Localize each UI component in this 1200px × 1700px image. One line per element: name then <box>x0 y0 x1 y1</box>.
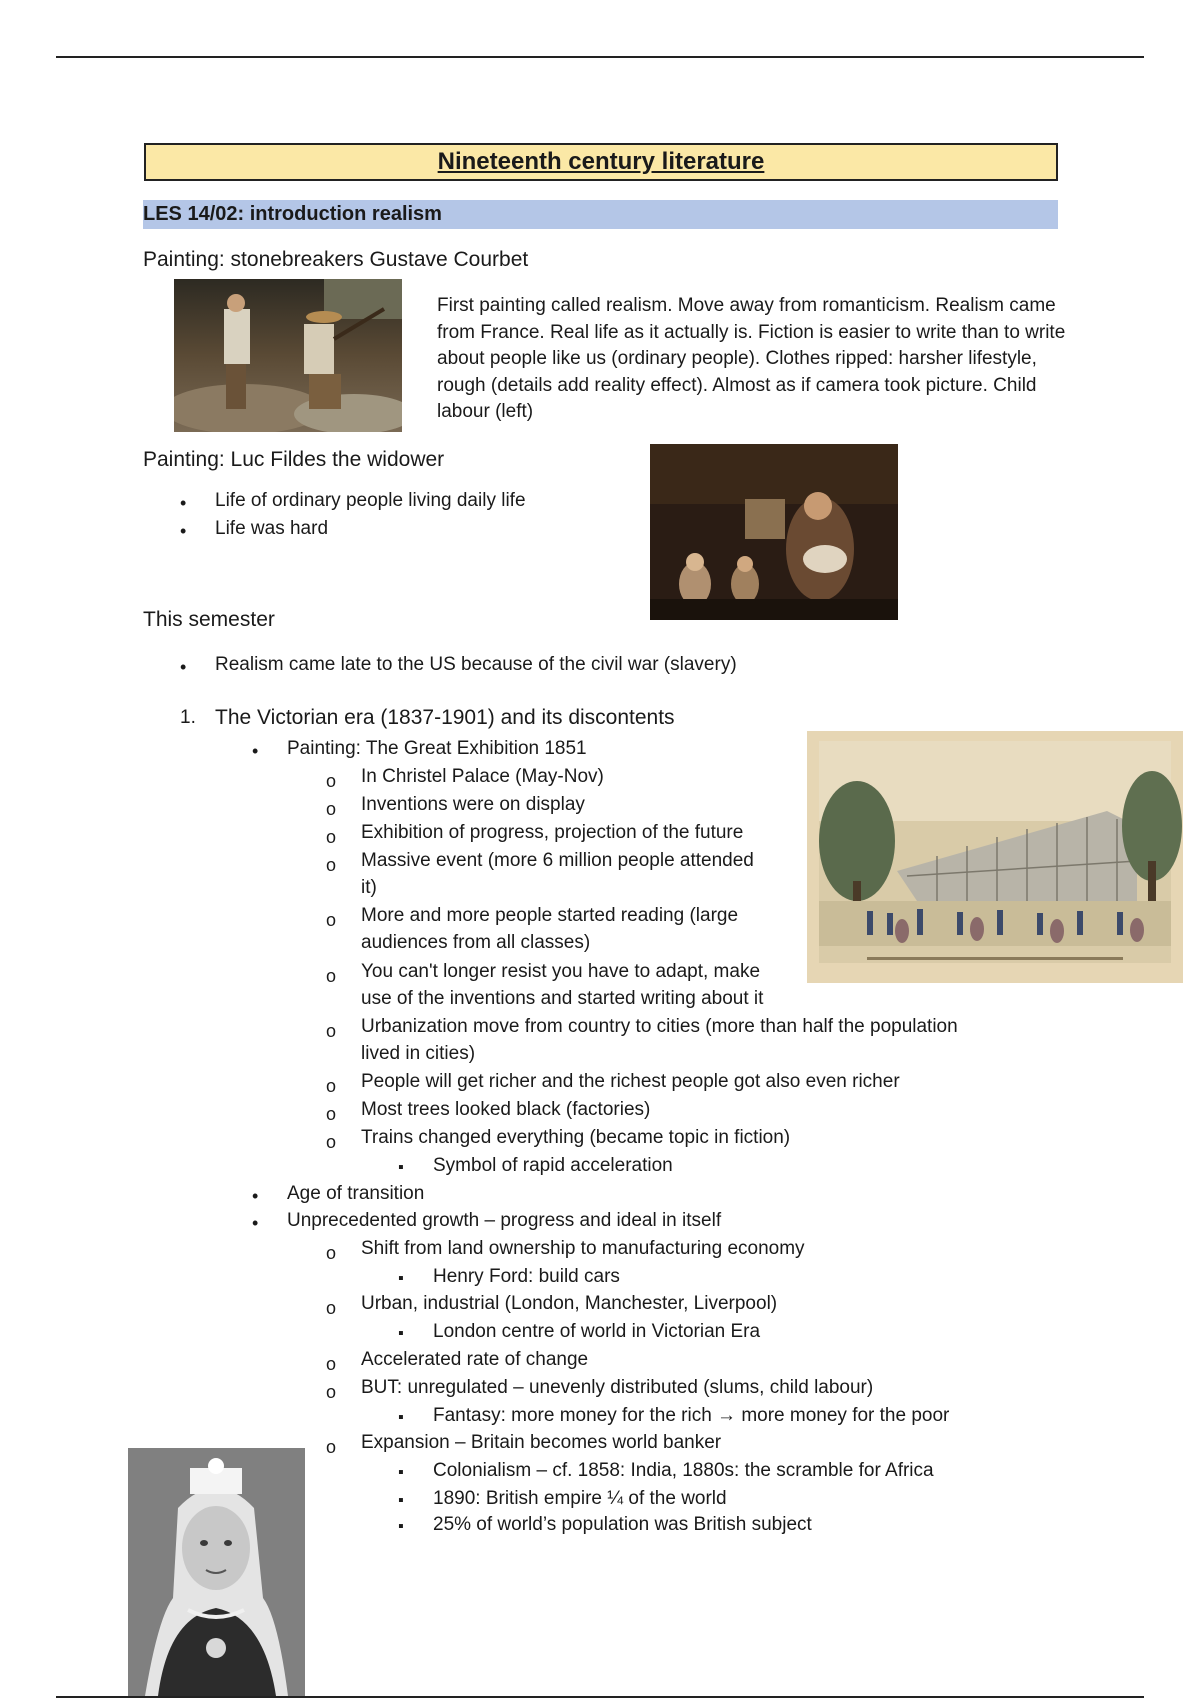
exhibition-item-6-cont: use of the inventions and started writing about it <box>361 988 764 1009</box>
exhibition-item-6: You can't longer resist you have to adapt, make <box>361 961 761 982</box>
bullet-square: ▪ <box>398 1518 404 1535</box>
widower-heading: Painting: Luc Fildes the widower <box>143 448 445 471</box>
growth-but: BUT: unregulated – unevenly distributed (slums, child labour) <box>361 1377 874 1398</box>
bullet-disc: • <box>180 521 187 541</box>
expansion-sub-3: 25% of world’s population was British subject <box>433 1514 812 1535</box>
exhibition-item-7: Urbanization move from country to cities (more than half the population <box>361 1016 958 1037</box>
expansion-sub-1: Colonialism – cf. 1858: India, 1880s: the scramble for Africa <box>433 1460 934 1481</box>
realism-paragraph: First painting called realism. Move away from romanticism. Realism came from France. Real life as it actually is. Fiction is easier to write than to write about people like us (ordinary people). Clothes ripped: harsher lifestyle, rough (details add reality effect). Almost as if camera took picture. Child labour (left) <box>437 295 1066 422</box>
bullet-circle: o <box>326 1298 337 1318</box>
bullet-square: ▪ <box>398 1270 404 1287</box>
bottom-rule <box>56 1696 1144 1698</box>
expansion-sub-2: 1890: British empire ¼ of the world <box>433 1488 727 1509</box>
queen-victoria-portrait <box>128 1448 305 1696</box>
growth-expansion: Expansion – Britain becomes world banker <box>361 1432 722 1453</box>
bullet-circle: o <box>326 855 337 875</box>
victorian-heading: The Victorian era (1837-1901) and its discontents <box>215 706 675 729</box>
exhibition-item-5: More and more people started reading (large <box>361 905 739 926</box>
bullet-circle: o <box>326 1021 337 1041</box>
list-number: 1. <box>180 707 196 728</box>
top-rule <box>56 56 1144 58</box>
bullet-square: ▪ <box>398 1159 404 1176</box>
bullet-circle: o <box>326 799 337 819</box>
bullet-square: ▪ <box>398 1464 404 1481</box>
bullet-circle: o <box>326 1437 337 1457</box>
exhibition-item-1: In Christel Palace (May-Nov) <box>361 766 604 787</box>
bullet-circle: o <box>326 1354 337 1374</box>
bullet-circle: o <box>326 1104 337 1124</box>
exhibition-item-3: Exhibition of progress, projection of the future <box>361 822 744 843</box>
bullet-circle: o <box>326 1382 337 1402</box>
widower-bullet-1: Life of ordinary people living daily life <box>215 490 526 511</box>
bullet-square: ▪ <box>398 1492 404 1509</box>
bullet-disc: • <box>252 1213 259 1233</box>
bullet-square: ▪ <box>398 1325 404 1342</box>
bullet-circle: o <box>326 827 337 847</box>
growth-but-sub: Fantasy: more money for the rich → more money for the poor <box>433 1405 950 1426</box>
bullet-circle: o <box>326 1243 337 1263</box>
bullet-circle: o <box>326 910 337 930</box>
trains-sub-item: Symbol of rapid acceleration <box>433 1155 673 1176</box>
lesson-heading: LES 14/02: introduction realism <box>143 200 1058 229</box>
bullet-disc: • <box>180 493 187 513</box>
stonebreakers-painting <box>174 279 402 432</box>
semester-heading: This semester <box>143 608 275 631</box>
growth-urban: Urban, industrial (London, Manchester, Liverpool) <box>361 1293 778 1314</box>
bullet-circle: o <box>326 1132 337 1152</box>
widower-bullet-2: Life was hard <box>215 518 329 539</box>
bullet-circle: o <box>326 966 337 986</box>
widower-painting <box>650 444 898 620</box>
bullet-disc: • <box>252 1186 259 1206</box>
document-title: Nineteenth century literature <box>437 148 765 175</box>
exhibition-item-9: Most trees looked black (factories) <box>361 1099 651 1120</box>
age-of-transition: Age of transition <box>287 1183 425 1204</box>
exhibition-item-8: People will get richer and the richest people got also even richer <box>361 1071 900 1092</box>
growth-shift-sub: Henry Ford: build cars <box>433 1266 620 1287</box>
bullet-disc: • <box>252 741 259 761</box>
unprecedented-growth: Unprecedented growth – progress and ideal in itself <box>287 1210 722 1231</box>
exhibition-heading: Painting: The Great Exhibition 1851 <box>287 738 587 759</box>
exhibition-item-4: Massive event (more 6 million people attended <box>361 850 754 871</box>
exhibition-item-7-cont: lived in cities) <box>361 1043 476 1064</box>
growth-shift: Shift from land ownership to manufacturing economy <box>361 1238 805 1259</box>
exhibition-item-10: Trains changed everything (became topic in fiction) <box>361 1127 791 1148</box>
exhibition-item-4-cont: it) <box>361 877 377 898</box>
document-title-box <box>144 143 1058 181</box>
bullet-circle: o <box>326 771 337 791</box>
growth-accelerated: Accelerated rate of change <box>361 1349 589 1370</box>
stonebreakers-heading: Painting: stonebreakers Gustave Courbet <box>143 248 529 271</box>
bullet-disc: • <box>180 657 187 677</box>
bullet-square: ▪ <box>398 1409 404 1426</box>
great-exhibition-print <box>807 731 1183 983</box>
growth-urban-sub: London centre of world in Victorian Era <box>433 1321 761 1342</box>
bullet-circle: o <box>326 1076 337 1096</box>
exhibition-item-5-cont: audiences from all classes) <box>361 932 591 953</box>
exhibition-item-2: Inventions were on display <box>361 794 585 815</box>
semester-bullet-1: Realism came late to the US because of the civil war (slavery) <box>215 654 737 675</box>
